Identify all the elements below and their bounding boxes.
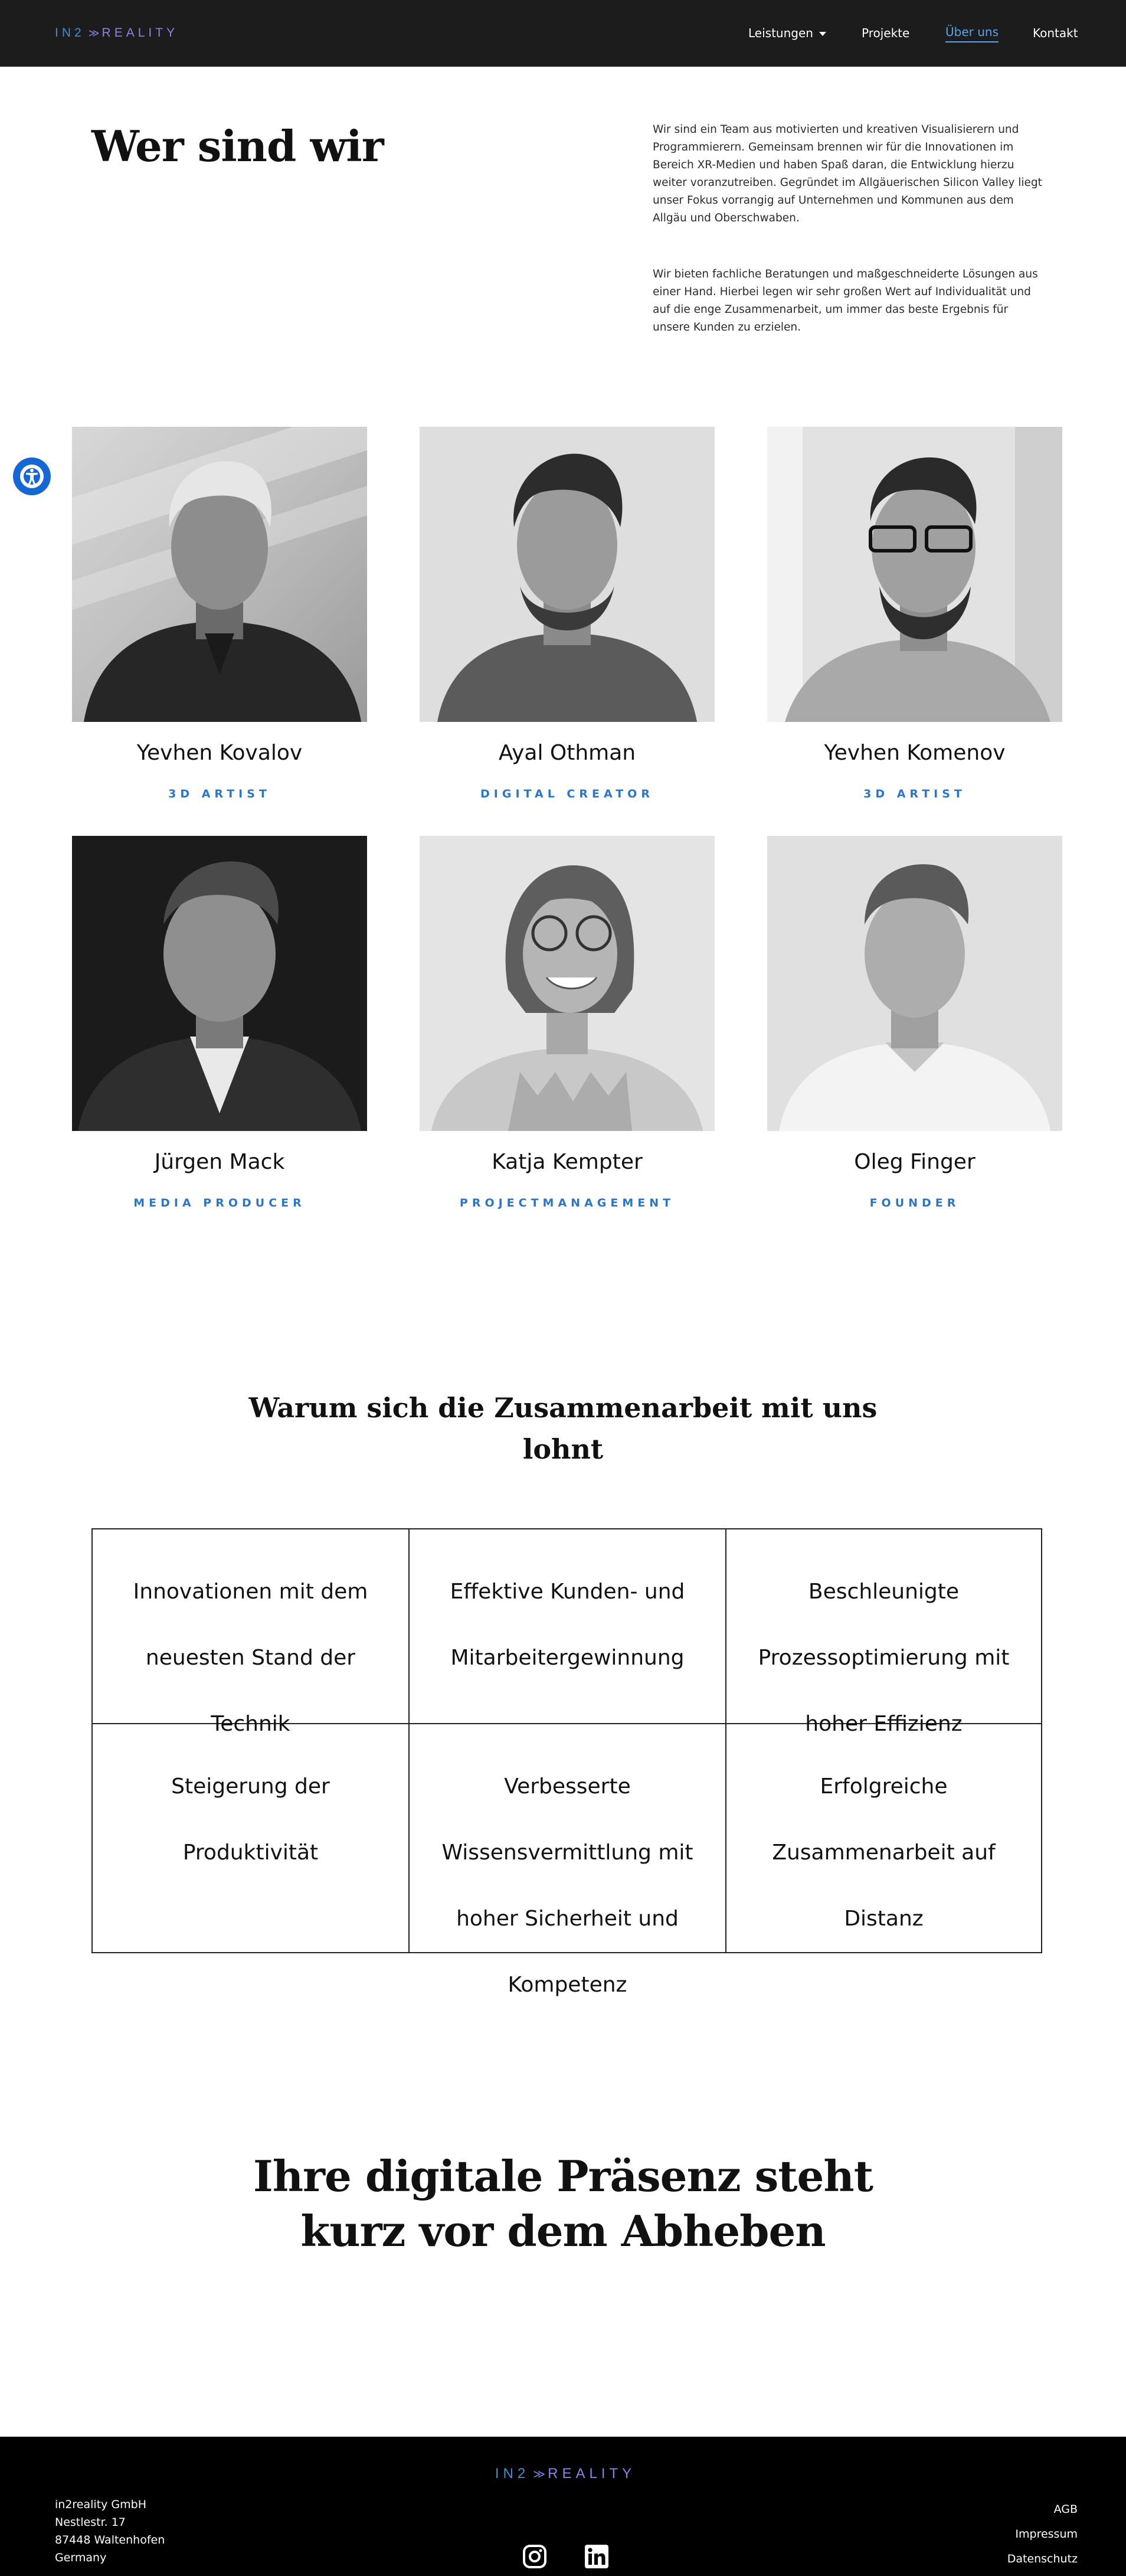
benefit-text: Effektive Kunden- und bbox=[450, 1580, 685, 1604]
nav-item-kontakt[interactable]: Kontakt bbox=[1033, 26, 1078, 40]
team-photo-oleg-finger bbox=[767, 836, 1062, 1131]
top-navigation bbox=[0, 0, 1126, 67]
team-member-role: PROJECTMANAGEMENT bbox=[459, 1197, 675, 1209]
team-member-role: DIGITAL CREATOR bbox=[480, 787, 654, 800]
benefit-text: Mitarbeitergewinnung bbox=[450, 1646, 685, 1670]
instagram-icon bbox=[522, 2544, 547, 2569]
nav-item-ueber-uns[interactable]: Über uns bbox=[945, 24, 999, 43]
cta-line-2: kurz vor dem Abheben bbox=[300, 2206, 826, 2256]
footer-logo[interactable] bbox=[495, 2466, 636, 2482]
benefit-text: Distanz bbox=[844, 1907, 924, 1931]
benefit-cell bbox=[93, 1529, 410, 1736]
benefit-text: Prozessoptimierung mit bbox=[758, 1646, 1010, 1670]
footer-company-name: in2reality GmbH bbox=[55, 2498, 147, 2511]
cta-line-1: Ihre digitale Präsenz steht bbox=[253, 2151, 873, 2201]
benefit-text: hoher Effizienz bbox=[805, 1712, 963, 1736]
team-member-name: Katja Kempter bbox=[492, 1150, 643, 1174]
nav-item-label: Leistungen bbox=[748, 26, 813, 40]
linkedin-link[interactable] bbox=[584, 2544, 609, 2569]
benefit-text: Kompetenz bbox=[508, 1973, 627, 1997]
team-member-role: 3D ARTIST bbox=[168, 787, 271, 800]
team-photo-juergen-mack bbox=[72, 836, 367, 1131]
benefit-cell bbox=[410, 1529, 726, 1724]
why-section-title bbox=[236, 1387, 890, 1470]
instagram-link[interactable] bbox=[522, 2544, 547, 2569]
team-photo-yevhen-kovalov bbox=[72, 427, 367, 722]
footer-link-impressum[interactable]: Impressum bbox=[1015, 2528, 1078, 2541]
nav-item-projekte[interactable]: Projekte bbox=[862, 26, 910, 40]
logo-part-reality: REALITY bbox=[548, 2466, 636, 2482]
intro-paragraph-2: Wir bieten fachliche Beratungen und maßgeschneiderte Lösungen aus einer Hand. Hierbei legen wir sehr großen Wert auf Individualität und auf die enge Zusammenarbeit, um immer das beste Ergebnis für unsere Kunden zu erzielen. bbox=[653, 268, 1038, 334]
benefit-cell bbox=[93, 1724, 410, 1952]
footer-link-agb[interactable]: AGB bbox=[1053, 2503, 1078, 2516]
benefit-text: Steigerung der bbox=[171, 1774, 330, 1799]
team-member-name: Yevhen Kovalov bbox=[136, 741, 303, 765]
chevron-down-icon bbox=[819, 32, 826, 36]
accessibility-button[interactable] bbox=[13, 457, 51, 495]
benefit-text: Beschleunigte bbox=[808, 1580, 960, 1604]
benefit-text: neuesten Stand der bbox=[145, 1646, 356, 1670]
logo-arrows: ≫ bbox=[533, 2467, 545, 2481]
intro-paragraph: Wir sind ein Team aus motivierten und kreativen Visualisierern und Programmierern. Gemeinsam brennen wir für die Innovationen im Bereich XR-Medien und haben Spaß daran, die Entwicklung hierzu weiter voranzutreiben. Gegründet im Allgäuerischen Silicon Valley liegt unser Fokus vorrangig auf Unternehmen und Kommunen aus dem Allgäu und Oberschwaben. bbox=[653, 123, 1042, 224]
team-member-role: MEDIA PRODUCER bbox=[133, 1197, 306, 1209]
footer-country: Germany bbox=[55, 2551, 107, 2564]
footer-link-datenschutz[interactable]: Datenschutz bbox=[1007, 2552, 1078, 2565]
team-photo-katja-kempter bbox=[420, 836, 715, 1131]
cta-headline bbox=[195, 2149, 931, 2258]
footer-street: Nestlestr. 17 bbox=[55, 2516, 126, 2529]
benefit-text: Innovationen mit dem bbox=[133, 1580, 368, 1604]
benefit-text: Wissensvermittlung mit bbox=[441, 1841, 693, 1865]
benefit-text: Zusammenarbeit auf bbox=[772, 1841, 996, 1865]
team-member-role: FOUNDER bbox=[869, 1197, 960, 1209]
why-title-line-2: lohnt bbox=[522, 1433, 604, 1465]
team-member-name: Oleg Finger bbox=[854, 1150, 976, 1174]
benefit-text: hoher Sicherheit und bbox=[456, 1907, 679, 1931]
logo-part-in2: IN2 bbox=[495, 2466, 530, 2482]
team-member-name: Ayal Othman bbox=[498, 741, 636, 765]
benefit-cell bbox=[726, 1529, 1041, 1736]
logo[interactable] bbox=[55, 24, 178, 43]
accessibility-icon bbox=[17, 462, 47, 491]
benefit-cell bbox=[726, 1724, 1041, 1952]
team-member-name: Jürgen Mack bbox=[154, 1150, 285, 1174]
linkedin-icon bbox=[584, 2544, 609, 2569]
benefit-text: Produktivität bbox=[182, 1841, 319, 1865]
team-photo-yevhen-komenov bbox=[767, 427, 1062, 722]
nav-item-leistungen[interactable] bbox=[748, 24, 826, 43]
benefit-text: Verbesserte bbox=[504, 1774, 631, 1799]
logo-part-reality: REALITY bbox=[102, 26, 179, 40]
footer-city: 87448 Waltenhofen bbox=[55, 2533, 165, 2546]
team-photo-ayal-othman bbox=[420, 427, 715, 722]
team-member-role: 3D ARTIST bbox=[863, 787, 966, 800]
footer bbox=[0, 2437, 1126, 2576]
page-title: Wer sind wir bbox=[91, 121, 384, 171]
benefits-grid bbox=[91, 1528, 1042, 1997]
benefit-cell bbox=[410, 1724, 726, 1997]
benefit-text: Erfolgreiche bbox=[820, 1774, 948, 1799]
team-member-name: Yevhen Komenov bbox=[824, 741, 1006, 765]
logo-part-in2: IN2 bbox=[55, 26, 85, 40]
why-title-line-1: Warum sich die Zusammenarbeit mit uns bbox=[248, 1392, 878, 1424]
logo-arrows: ≫ bbox=[88, 27, 99, 39]
benefit-text: Technik bbox=[211, 1712, 290, 1736]
